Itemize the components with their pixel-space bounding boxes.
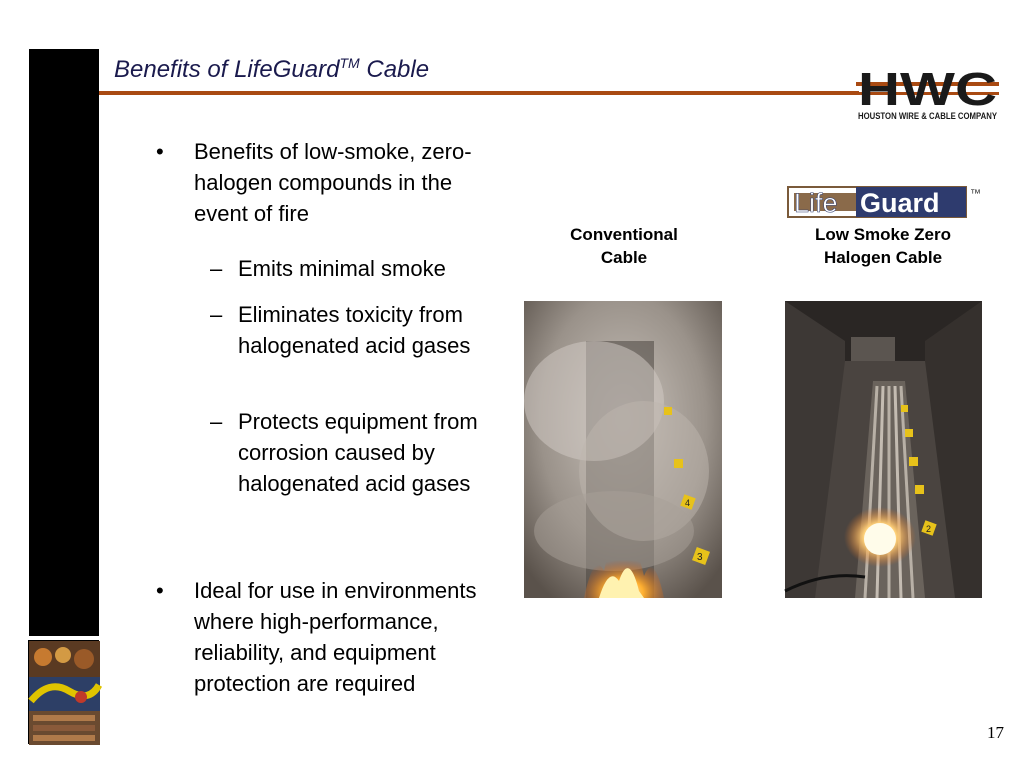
hwc-logo (856, 63, 999, 122)
title-suffix: Cable (359, 56, 430, 83)
conventional-cable-label: Conventional Cable (570, 225, 678, 267)
conv-marker-4: 4 (685, 498, 691, 508)
conventional-cable-fire-photo (524, 301, 722, 598)
lszh-marker-2: 2 (926, 524, 932, 534)
lifeguard-logo-tm: ™ (970, 188, 981, 200)
title-superscript: TM (339, 55, 360, 71)
dash-marker: – (210, 302, 223, 327)
page-title (114, 55, 429, 84)
bullet-text: Ideal for use in environments where high-performance, reliability, and equipment protection are required (194, 578, 477, 696)
sub-bullet-text: Eliminates toxicity from halogenated acid gases (238, 302, 471, 358)
title-main: Benefits of LifeGuard (114, 56, 340, 83)
title-divider (99, 91, 859, 95)
conv-marker-3: 3 (697, 552, 703, 563)
left-decorative-bar (29, 49, 99, 636)
sub-bullet-text: Protects equipment from corrosion caused by halogenated acid gases (238, 409, 478, 496)
page-number: 17 (987, 723, 1004, 742)
hwc-logo-brand: HWC (858, 63, 997, 115)
lifeguard-logo (788, 185, 988, 219)
lifeguard-logo-life: Life (794, 188, 838, 218)
hwc-logo-tagline: HOUSTON WIRE & CABLE COMPANY (858, 111, 997, 121)
bullet-marker: • (156, 578, 164, 603)
lifeguard-logo-guard: Guard (860, 188, 940, 218)
lszh-cable-label: Low Smoke Zero Halogen Cable (814, 225, 952, 267)
dash-marker: – (210, 409, 223, 434)
dash-marker: – (210, 256, 223, 281)
lszh-cable-fire-photo (785, 301, 982, 598)
sub-bullet-text: Emits minimal smoke (238, 256, 446, 281)
bullet-marker: • (156, 139, 164, 164)
cable-thumbnail-image (28, 640, 99, 744)
bullet-text: Benefits of low-smoke, zero-halogen compounds in the event of fire (194, 139, 472, 226)
